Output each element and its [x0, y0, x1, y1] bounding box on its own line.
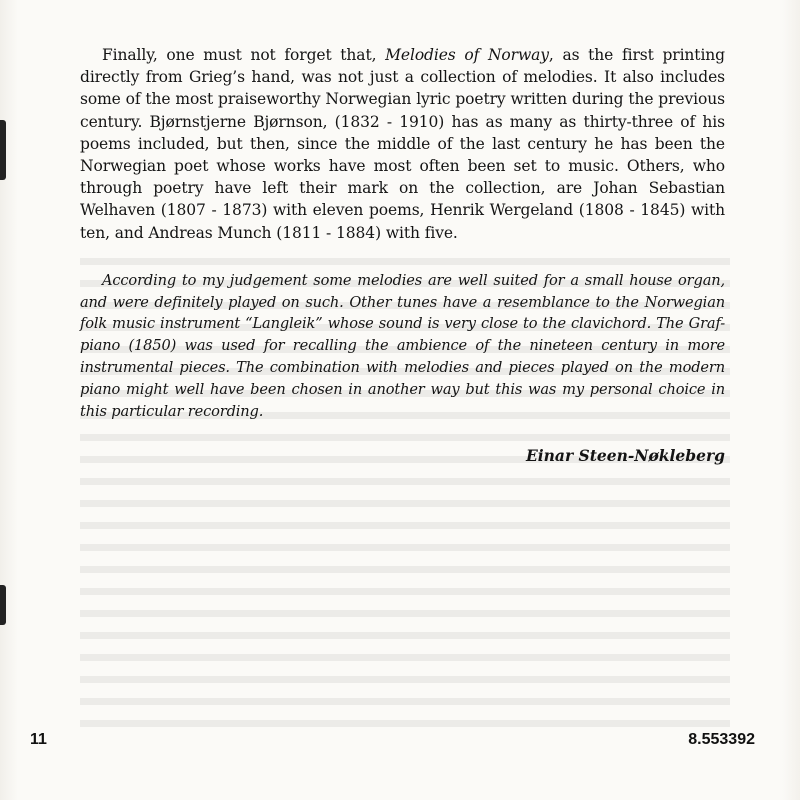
paragraph-text: Finally, one must not forget that, — [102, 46, 386, 64]
page-number: 11 — [30, 731, 47, 748]
catalog-number: 8.553392 — [688, 731, 755, 748]
edge-mark — [0, 585, 6, 625]
edge-mark — [0, 120, 6, 180]
main-text — [80, 44, 725, 465]
paragraph-text: , as the first printing directly from Grieg’s hand, was not just a collection of melodies. It also includes some of the most praiseworthy Norwegian lyric poetry written during the previous century. Bjørnstjerne Bjørnson, (1832 - 1910) has as many as thirty-three of his poems included, but then, since the middle of the last century he has been the Norwegian poet whose works have most often been set to music. Others, who through poetry have left their mark on the collection, are Johan Sebastian Welhaven (1807 - 1873) with eleven poems, Henrik Wergeland (1808 - 1845) with ten, and Andreas Munch (1811 - 1884) with five. — [80, 46, 726, 242]
paragraph-recording-notes: According to my judgement some melodies are well suited for a small house organ, and were definitely played on such. Other tunes have a resemblance to the Norwegian folk music instrument “Langleik” whose sound is very close to the clavichord. The Graf-piano (1850) was used for recalling the ambience of the nineteen century in more instrumental pieces. The combination with melodies and pieces played on the modern piano might well have been chosen in another way but this was my personal choice in this particular recording. — [80, 271, 725, 420]
paragraph-poetry — [80, 44, 725, 244]
author-signature: Einar Steen-Nøkleberg — [525, 446, 725, 466]
collection-title: Melodies of Norway — [385, 46, 549, 64]
